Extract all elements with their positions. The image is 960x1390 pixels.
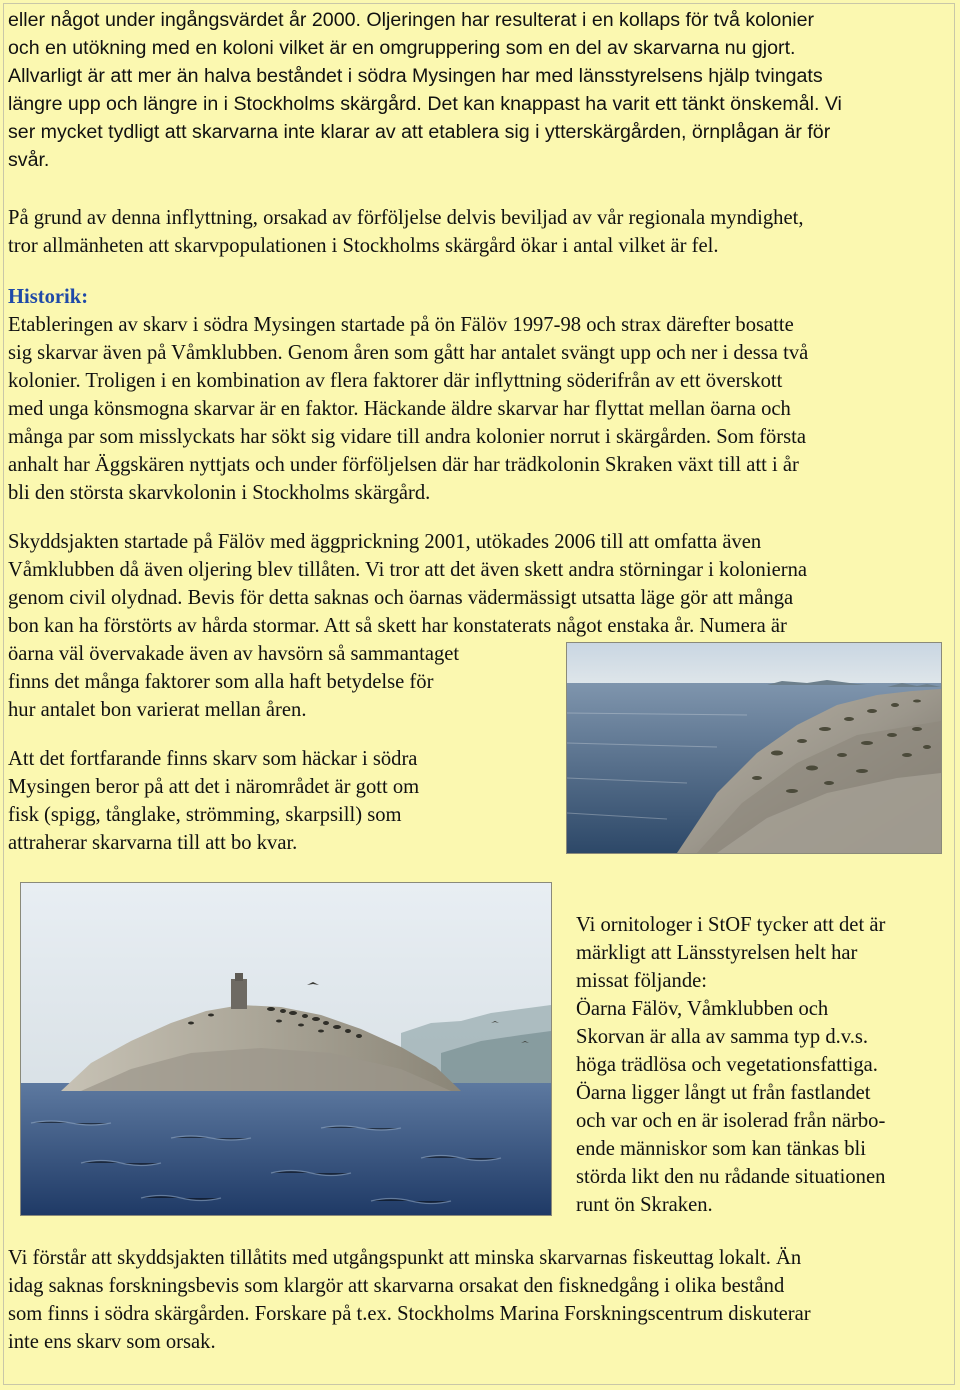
text-line: höga trädlösa och vegetationsfattiga. bbox=[576, 1054, 878, 1076]
text-line: Skyddsjakten startade på Fälöv med äggprickning 2001, utökades 2006 till att omfatta även bbox=[8, 531, 762, 553]
text-line: Vi förstår att skyddsjakten tillåtits med utgångspunkt att minska skarvarnas fiskeuttag lokalt. Än bbox=[8, 1247, 802, 1269]
text-line: genom civil olydnad. Bevis för detta saknas och öarnas vädermässigt utsatta läge gör att många bbox=[8, 587, 794, 609]
text-line: Etableringen av skarv i södra Mysingen startade på ön Fälöv 1997-98 och strax därefter bosatte bbox=[8, 314, 794, 336]
text-line: kolonier. Troligen i en kombination av flera faktorer där inflyttning söderifrån av ett överskott bbox=[8, 370, 783, 392]
text-line: störda likt den nu rådande situationen bbox=[576, 1166, 886, 1188]
text-line: Öarna Fälöv, Våmklubben och bbox=[576, 998, 829, 1020]
inflyttning-paragraph bbox=[8, 204, 804, 260]
text-line: sig skarvar även på Våmklubben. Genom åren som gått har antalet svängt upp och ner i dessa två bbox=[8, 342, 809, 364]
text-line: svår. bbox=[8, 149, 50, 171]
text-line: bli den största skarvkolonin i Stockholms skärgård. bbox=[8, 482, 431, 504]
historik-heading: Historik: bbox=[8, 286, 89, 308]
text-line: längre upp och längre in i Stockholms skärgård. Det kan knappast ha varit ett tänkt önskemål. Vi bbox=[8, 93, 842, 115]
text-line: bon kan ha förstörts av hårda stormar. Att så skett har konstaterats något enstaka år. Numera är bbox=[8, 615, 787, 637]
text-line: fisk (spigg, tånglake, strömming, skarpsill) som bbox=[8, 804, 402, 826]
rocky-island-photo bbox=[566, 642, 942, 854]
text-line: Mysingen beror på att det i närområdet är gott om bbox=[8, 776, 420, 798]
text-line: ser mycket tydligt att skarvarna inte klarar av att etablera sig i ytterskärgården, örnplågan är för bbox=[8, 121, 831, 143]
text-line: Våmklubben då även oljering blev tillåten. Vi tror att det även skett andra störningar i kolonierna bbox=[8, 559, 808, 581]
text-line: inte ens skarv som orsak. bbox=[8, 1331, 216, 1353]
text-line: och var och en är isolerad från närbo- bbox=[576, 1110, 886, 1132]
text-line: öarna väl övervakade även av havsörn så sammantaget bbox=[8, 643, 460, 665]
text-line: och en utökning med en koloni vilket är en omgruppering som en del av skarvarna nu gjort. bbox=[8, 37, 796, 59]
fish-paragraph bbox=[8, 745, 419, 857]
top-paragraph bbox=[8, 6, 842, 174]
text-line: med unga könsmogna skarvar är en faktor. Häckande äldre skarvar har flyttat mellan öarna och bbox=[8, 398, 791, 420]
text-line: ende människor som kan tänkas bli bbox=[576, 1138, 866, 1160]
text-line: Vi ornitologer i StOF tycker att det är bbox=[576, 914, 886, 936]
text-line: som finns i södra skärgården. Forskare på t.ex. Stockholms Marina Forskningscentrum diskuterar bbox=[8, 1303, 811, 1325]
text-line: attraherar skarvarna till att bo kvar. bbox=[8, 832, 298, 854]
text-line: missat följande: bbox=[576, 970, 707, 992]
text-line: hur antalet bon varierat mellan åren. bbox=[8, 699, 307, 721]
text-line: många par som misslyckats har sökt sig vidare till andra kolonier norrut i skärgården. Som första bbox=[8, 426, 807, 448]
ornitologer-paragraph bbox=[576, 911, 885, 1219]
bottom-paragraph bbox=[8, 1244, 811, 1356]
text-line: Öarna ligger långt ut från fastlandet bbox=[576, 1082, 871, 1104]
text-line: Allvarligt är att mer än halva beståndet i södra Mysingen har med länsstyrelsens hjälp tvingats bbox=[8, 65, 823, 87]
text-line: märkligt att Länsstyrelsen helt har bbox=[576, 942, 858, 964]
text-line: idag saknas forskningsbevis som klargör att skarvarna orsakat den fisknedgång i olika bestånd bbox=[8, 1275, 785, 1297]
historik-paragraph bbox=[8, 311, 808, 507]
text-line: Skorvan är alla av samma typ d.v.s. bbox=[576, 1026, 869, 1048]
text-line: finns det många faktorer som alla haft betydelse för bbox=[8, 671, 434, 693]
text-line: På grund av denna inflyttning, orsakad av förföljelse delvis beviljad av vår regionala myndighet, bbox=[8, 207, 804, 229]
text-line: runt ön Skraken. bbox=[576, 1194, 713, 1216]
text-line: Att det fortfarande finns skarv som häckar i södra bbox=[8, 748, 418, 770]
island-sea-photo bbox=[20, 882, 552, 1216]
text-line: tror allmänheten att skarvpopulationen i Stockholms skärgård ökar i antal vilket är fel. bbox=[8, 235, 719, 257]
text-line: eller något under ingångsvärdet år 2000. Oljeringen har resulterat i en kollaps för två kolonier bbox=[8, 9, 814, 31]
text-line: anhalt har Äggskären nyttjats och under förföljelsen där har trädkolonin Skraken växt till att i år bbox=[8, 454, 799, 476]
